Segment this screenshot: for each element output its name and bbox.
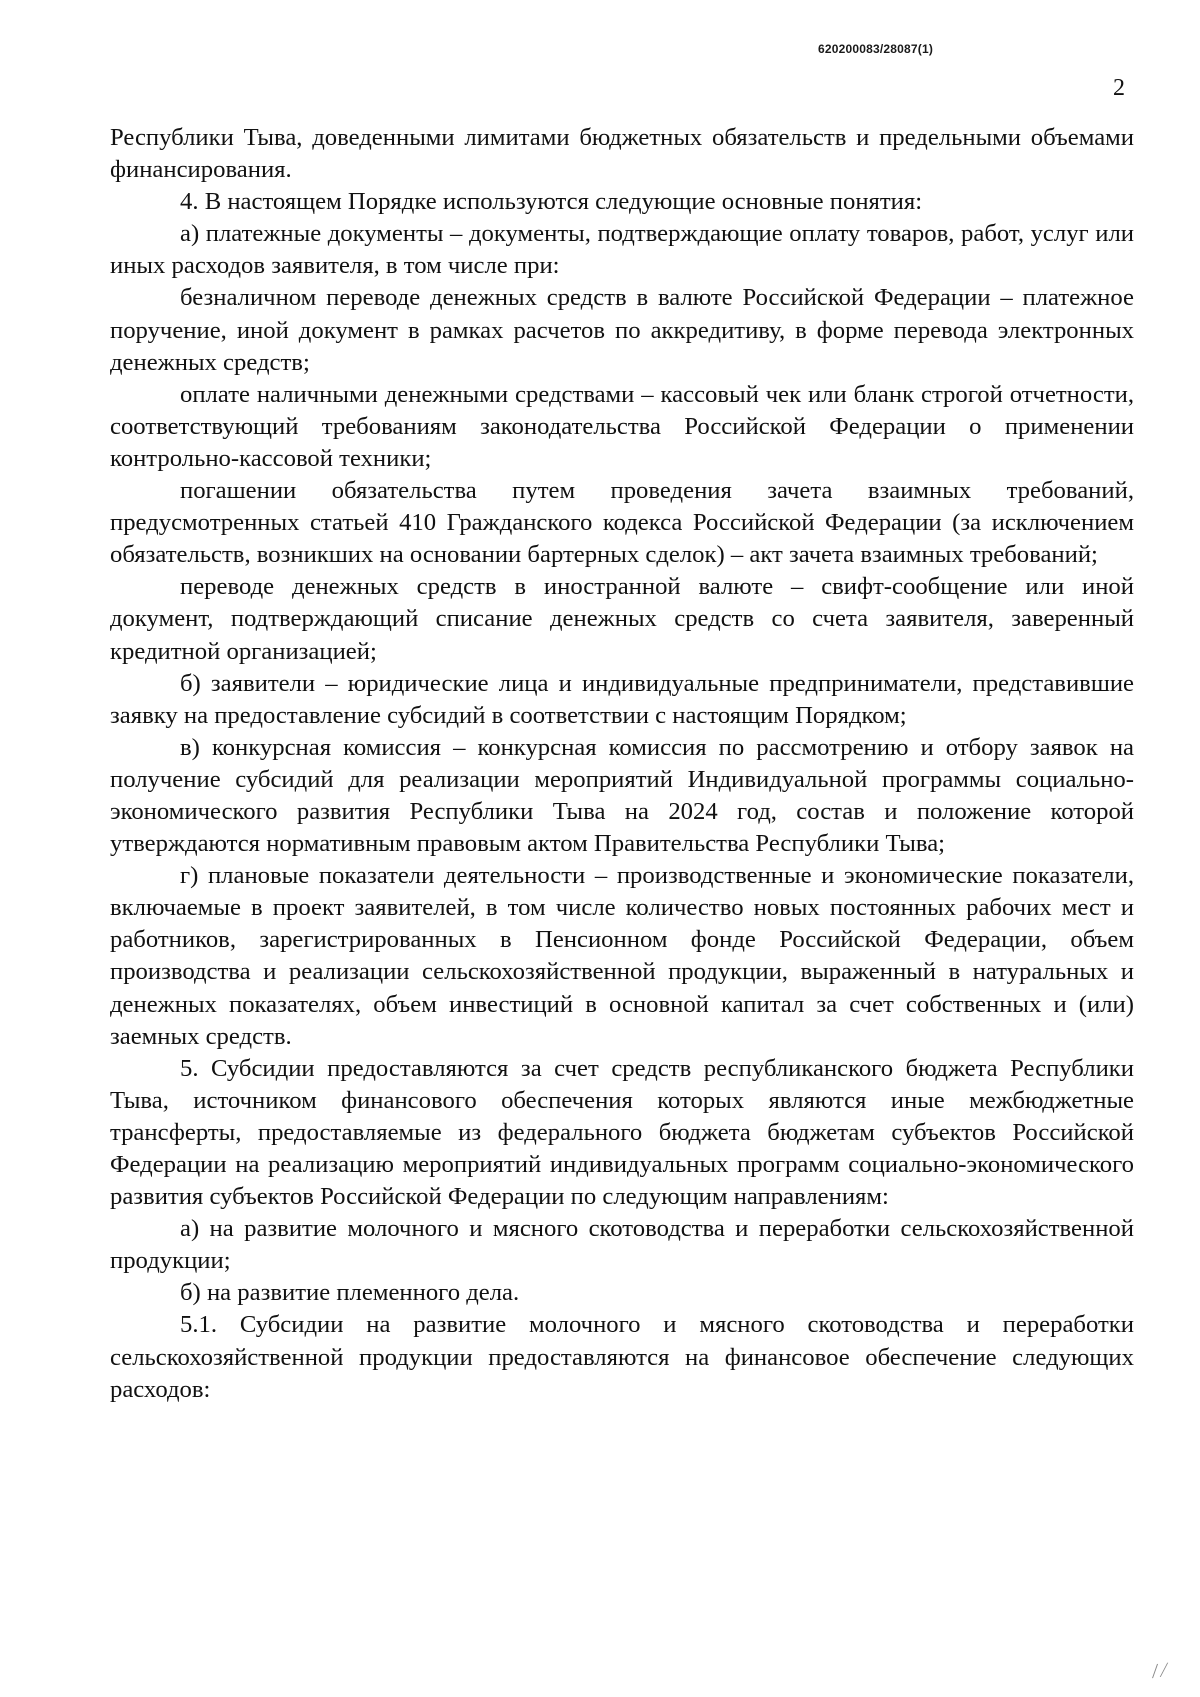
paragraph: а) на развитие молочного и мясного скотоводства и переработки сельскохозяйственной продукции; xyxy=(110,1215,1134,1275)
handwritten-corner-mark: / ⁄ xyxy=(1150,1659,1168,1683)
paragraph: погашении обязательства путем проведения зачета взаимных требований, предусмотренных статьей 410 Гражданского кодекса Российской Федерации (за исключением обязательств, возникших на основании бартерных сделок) – акт зачета взаимных требований; xyxy=(110,477,1134,569)
paragraph: Республики Тыва, доведенными лимитами бюджетных обязательств и предельными объемами финансирования. xyxy=(110,124,1134,184)
paragraph: 4. В настоящем Порядке используются следующие основные понятия: xyxy=(180,188,923,216)
paragraph: а) платежные документы – документы, подтверждающие оплату товаров, работ, услуг или иных расходов заявителя, в том числе при: xyxy=(110,220,1134,280)
page-number: 2 xyxy=(1113,75,1125,101)
paragraph: безналичном переводе денежных средств в валюте Российской Федерации – платежное поручение, иной документ в рамках расчетов по аккредитиву, в форме перевода электронных денежных средств; xyxy=(110,284,1134,376)
paragraph: 5. Субсидии предоставляются за счет средств республиканского бюджета Республики Тыва, источником финансового обеспечения которых являются иные межбюджетные трансферты, предоставляемые из федерального бюджета бюджетам субъектов Российской Федерации на реализацию мероприятий индивидуальных программ социально-экономического развития субъектов Российской Федерации по следующим направлениям: xyxy=(110,1054,1134,1211)
paragraph: 5.1. Субсидии на развитие молочного и мясного скотоводства и переработки сельскохозяйственной продукции предоставляются на финансовое обеспечение следующих расходов: xyxy=(110,1311,1134,1403)
paragraph: б) заявители – юридические лица и индивидуальные предприниматели, представившие заявку на предоставление субсидий в соответствии с настоящим Порядком; xyxy=(110,669,1134,729)
paragraph: переводе денежных средств в иностранной валюте – свифт-сообщение или иной документ, подтверждающий списание денежных средств со счета заявителя, заверенный кредитной организацией; xyxy=(110,573,1134,665)
paragraph: г) плановые показатели деятельности – производственные и экономические показатели, включаемые в проект заявителей, в том числе количество новых постоянных рабочих мест и работников, зарегистрированных в Пенсионном фонде Российской Федерации, объем производства и реализации сельскохозяйственной продукции, выраженный в натуральных и денежных показателях, объем инвестиций в основной капитал за счет собственных и (или) заемных средств. xyxy=(110,862,1134,1050)
paragraph: б) на развитие племенного дела. xyxy=(180,1279,520,1307)
paragraph: в) конкурсная комиссия – конкурсная комиссия по рассмотрению и отбору заявок на получение субсидий для реализации мероприятий Индивидуальной программы социально-экономического развития Республики Тыва на 2024 год, состав и положение которой утверждаются нормативным правовым актом Правительства Республики Тыва; xyxy=(110,733,1134,858)
paragraph: оплате наличными денежными средствами – кассовый чек или бланк строгой отчетности, соответствующий требованиям законодательства Российской Федерации о применении контрольно-кассовой техники; xyxy=(110,380,1134,472)
document-registration-code: 620200083/28087(1) xyxy=(818,42,934,56)
document-body xyxy=(110,122,1134,1406)
